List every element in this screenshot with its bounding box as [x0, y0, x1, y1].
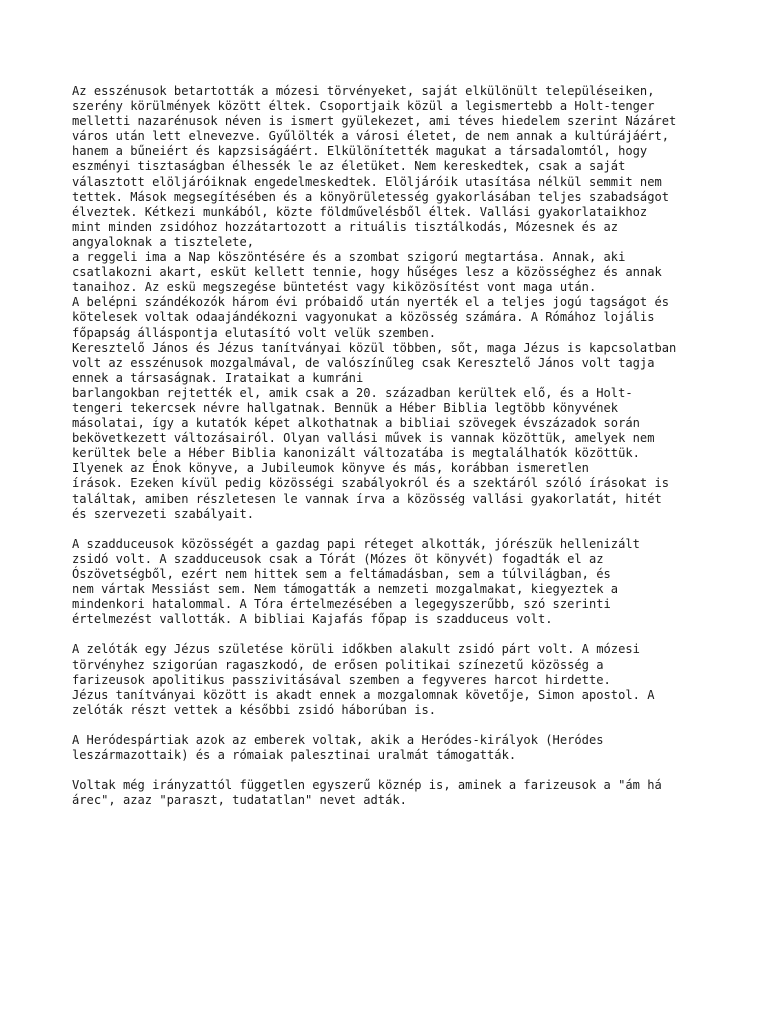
text-line: Voltak még irányzattól független egyszerű köznép is, aminek a farizeusok a "ám há [72, 778, 662, 793]
text-line: Ószövetségből, ezért nem hittek sem a feltámadásban, sem a túlvilágban, és [72, 567, 611, 581]
paragraph-common-people [72, 778, 712, 808]
paragraph-essenes [72, 84, 712, 522]
text-line: A szadduceusok közösségét a gazdag papi réteget alkották, jórészük hellenizált [72, 536, 640, 551]
text-line: törvényhez szigorúan ragaszkodó, de erősen politikai színezetű közösség a [72, 657, 604, 672]
text-line: tanaihoz. Az eskü megszegése büntetést vagy kiközösítést vont maga után. [72, 280, 597, 295]
text-line: farizeusok apolitikus passzivitásával szemben a fegyveres harcot hirdette. [72, 672, 611, 687]
text-line: ennek a társaságnak. Irataikat a kumráni [72, 370, 364, 385]
text-line: város után lett elnevezve. Gyűlölték a városi életet, de nem annak a kultúrájáért, [72, 129, 670, 144]
text-line: a reggeli ima a Nap köszöntésére és a szombat szigorú megtartása. Annak, aki [72, 250, 626, 265]
text-line: választott elöljáróiknak engedelmeskedtek. Elöljáróik utasítása nélkül semmit nem [72, 174, 662, 189]
text-line: mindenkori hatalommal. A Tóra értelmezésében a legegyszerűbb, szó szerinti [72, 597, 611, 612]
text-line: szerény körülmények között éltek. Csoportjaik közül a legismertebb a Holt-tenger [72, 99, 655, 114]
text-line: hanem a bűneiért és kapzsiságáért. Elkülönítették magukat a társadalomtól, hogy [72, 144, 648, 159]
text-line: zelóták részt vettek a későbbi zsidó háborúban is. [72, 702, 437, 717]
paragraph-sadducees [72, 537, 712, 628]
text-line: értelmezést vallották. A bibliai Kajafás főpap is szadduceus volt. [72, 612, 553, 627]
text-line: csatlakozni akart, esküt kellett tennie, hogy hűséges lesz a közösséghez és annak [72, 265, 662, 280]
text-line: A belépni szándékozók három évi próbaidő után nyerték el a teljes jogú tagságot és [72, 295, 670, 310]
paragraph-zealots [72, 642, 712, 717]
text-line: tengeri tekercsek névre hallgatnak. Bennük a Héber Biblia legtöbb könyvének [72, 400, 619, 415]
paragraph-herodians [72, 733, 712, 763]
text-line: bekövetkezett változásairól. Olyan vallási művek is vannak közöttük, amelyek nem [72, 431, 655, 446]
text-line: főpapság álláspontja elutasító volt velük szemben. [72, 325, 437, 340]
text-line: találtak, amiben részletesen le vannak írva a közösség vallási gyakorlatát, hitét [72, 491, 662, 506]
text-line: kerültek bele a Héber Biblia kanonizált változatába is megtalálhatók közöttük. [72, 446, 640, 461]
text-line: tettek. Mások megsegítésében és a könyörületesség gyakorlásában teljes szabadságot [72, 189, 670, 204]
text-line: mint minden zsidóhoz hozzátartozott a rituális tisztálkodás, Mózesnek és az [72, 219, 619, 234]
text-line: Jézus tanítványai között is akadt ennek a mozgalomnak követője, Simon apostol. A [72, 687, 655, 702]
text-line: leszármazottaik) és a rómaiak palesztinai uralmát támogatták. [72, 748, 517, 763]
text-line: melletti nazarénusok néven is ismert gyülekezet, ami téves hiedelem szerint Názáret [72, 114, 677, 129]
text-line: kötelesek voltak odaajándékozni vagyonukat a közösség számára. A Rómához lojális [72, 310, 655, 325]
text-line: és szervezeti szabályait. [72, 506, 255, 521]
text-line: volt az esszénusok mozgalmával, de valószínűleg csak Keresztelő János volt tagja [72, 355, 655, 370]
text-line: nem vártak Messiást sem. Nem támogatták a nemzeti mozgalmakat, kiegyeztek a [72, 582, 619, 597]
text-line: A Heródespártiak azok az emberek voltak, akik a Heródes-királyok (Heródes [72, 733, 604, 748]
text-line: írások. Ezeken kívül pedig közösségi szabályokról és a szektáról szóló írásokat is [72, 476, 670, 491]
text-line: A zelóták egy Jézus születése körüli időkben alakult zsidó párt volt. A mózesi [72, 642, 640, 657]
document-page [72, 84, 712, 824]
text-line: barlangokban rejtették el, amik csak a 20. században kerültek elő, és a Holt- [72, 385, 633, 400]
text-line: Az esszénusok betartották a mózesi törvényeket, saját elkülönült településeiken, [72, 84, 655, 98]
text-line: zsidó volt. A szadduceusok csak a Tórát (Mózes öt könyvét) fogadták el az [72, 551, 604, 566]
text-line: eszményi tisztaságban élhessék le az életüket. Nem kereskedtek, csak a saját [72, 159, 626, 174]
text-line: angyaloknak a tisztelete, [72, 234, 255, 249]
text-line: árec", azaz "paraszt, tudatatlan" nevet adták. [72, 793, 407, 808]
text-line: Ilyenek az Énok könyve, a Jubileumok könyve és más, korábban ismeretlen [72, 461, 589, 476]
text-line: élveztek. Kétkezi munkából, közte földművelésből éltek. Vallási gyakorlataikhoz [72, 204, 648, 219]
text-line: másolatai, így a kutatók képet alkothatnak a bibliai szövegek évszázadok során [72, 416, 640, 431]
text-line: Keresztelő János és Jézus tanítványai közül többen, sőt, maga Jézus is kapcsolatban [72, 340, 677, 355]
